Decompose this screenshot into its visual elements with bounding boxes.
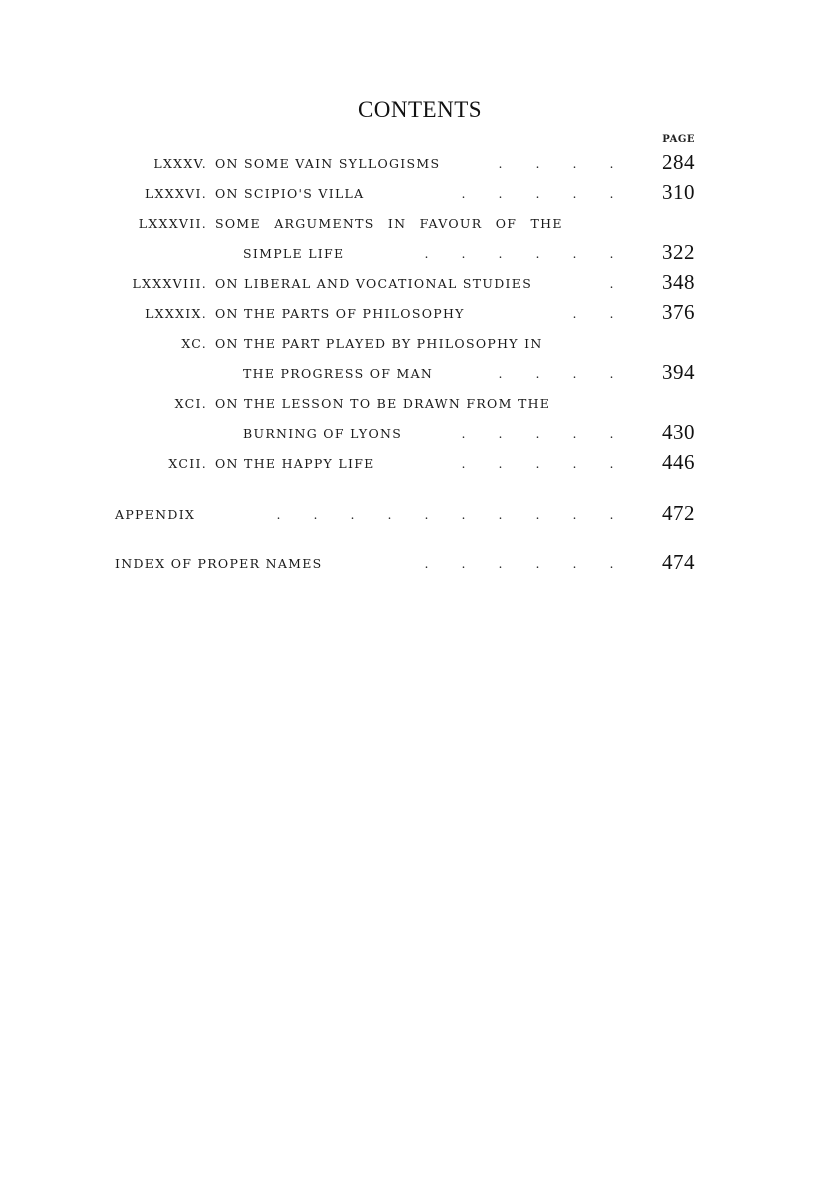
toc-back-matter: [0, 501, 840, 529]
toc-entry: [0, 396, 840, 418]
toc-entry-continuation: [0, 420, 840, 448]
toc-entry: [0, 300, 840, 328]
page-number: 394: [662, 360, 695, 384]
chapter-number: LXXXVI.: [144, 186, 207, 201]
page-column-label: PAGE: [662, 134, 695, 145]
toc-entry: [0, 216, 840, 238]
chapter-number: XCII.: [168, 456, 207, 471]
toc-back-matter: [0, 550, 840, 578]
toc-entry-continuation: [0, 360, 840, 388]
chapter-number: LXXXIX.: [145, 306, 207, 321]
leader-dots: . . . . . . . . . .: [276, 507, 614, 522]
leader-dots: .: [609, 276, 614, 291]
chapter-title: ON THE PARTS OF PHILOSOPHY: [215, 306, 465, 321]
leader-dots: . .: [572, 306, 614, 321]
toc-entry: [0, 180, 840, 208]
chapter-title: ON THE PART PLAYED BY PHILOSOPHY IN: [215, 336, 543, 351]
chapter-title: ON THE LESSON TO BE DRAWN FROM THE: [215, 396, 551, 411]
chapter-title: ON LIBERAL AND VOCATIONAL STUDIES: [215, 276, 533, 291]
chapter-number: LXXXV.: [153, 156, 207, 171]
chapter-number: XC.: [181, 336, 207, 351]
leader-dots: . . . . . .: [424, 246, 614, 261]
leader-dots: . . . . .: [461, 456, 614, 471]
chapter-title-continued: BURNING OF LYONS: [243, 426, 403, 441]
leader-dots: . . . . .: [461, 186, 614, 201]
page-title: CONTENTS: [357, 97, 483, 122]
page-number: 474: [662, 550, 695, 574]
toc-entry: [0, 150, 840, 178]
appendix-label: APPENDIX: [115, 507, 196, 522]
chapter-title-continued: THE PROGRESS OF MAN: [243, 366, 434, 381]
toc-entry: [0, 450, 840, 478]
chapter-title: ON THE HAPPY LIFE: [215, 456, 375, 471]
chapter-title-continued: SIMPLE LIFE: [243, 246, 345, 261]
chapter-number: LXXXVIII.: [132, 276, 207, 291]
leader-dots: . . . . .: [461, 426, 614, 441]
chapter-title: ON SCIPIO'S VILLA: [215, 186, 365, 201]
page-number: 446: [662, 450, 695, 474]
toc-entry: [0, 270, 840, 298]
page-number: 284: [662, 150, 695, 174]
page-number: 322: [662, 240, 695, 264]
leader-dots: . . . .: [498, 156, 614, 171]
page-number: 472: [662, 501, 695, 525]
toc-entry: [0, 336, 840, 358]
page-number: 310: [662, 180, 695, 204]
toc-entry-continuation: [0, 240, 840, 268]
leader-dots: . . . .: [498, 366, 614, 381]
page-number: 430: [662, 420, 695, 444]
page-number: 348: [662, 270, 695, 294]
leader-dots: . . . . . .: [424, 556, 614, 571]
chapter-number: LXXXVII.: [138, 216, 207, 231]
chapter-number: XCI.: [174, 396, 207, 411]
chapter-title: SOME ARGUMENTS IN FAVOUR OF THE: [215, 216, 563, 231]
index-label: INDEX OF PROPER NAMES: [115, 556, 323, 571]
chapter-title: ON SOME VAIN SYLLOGISMS: [215, 156, 441, 171]
page-number: 376: [662, 300, 695, 324]
